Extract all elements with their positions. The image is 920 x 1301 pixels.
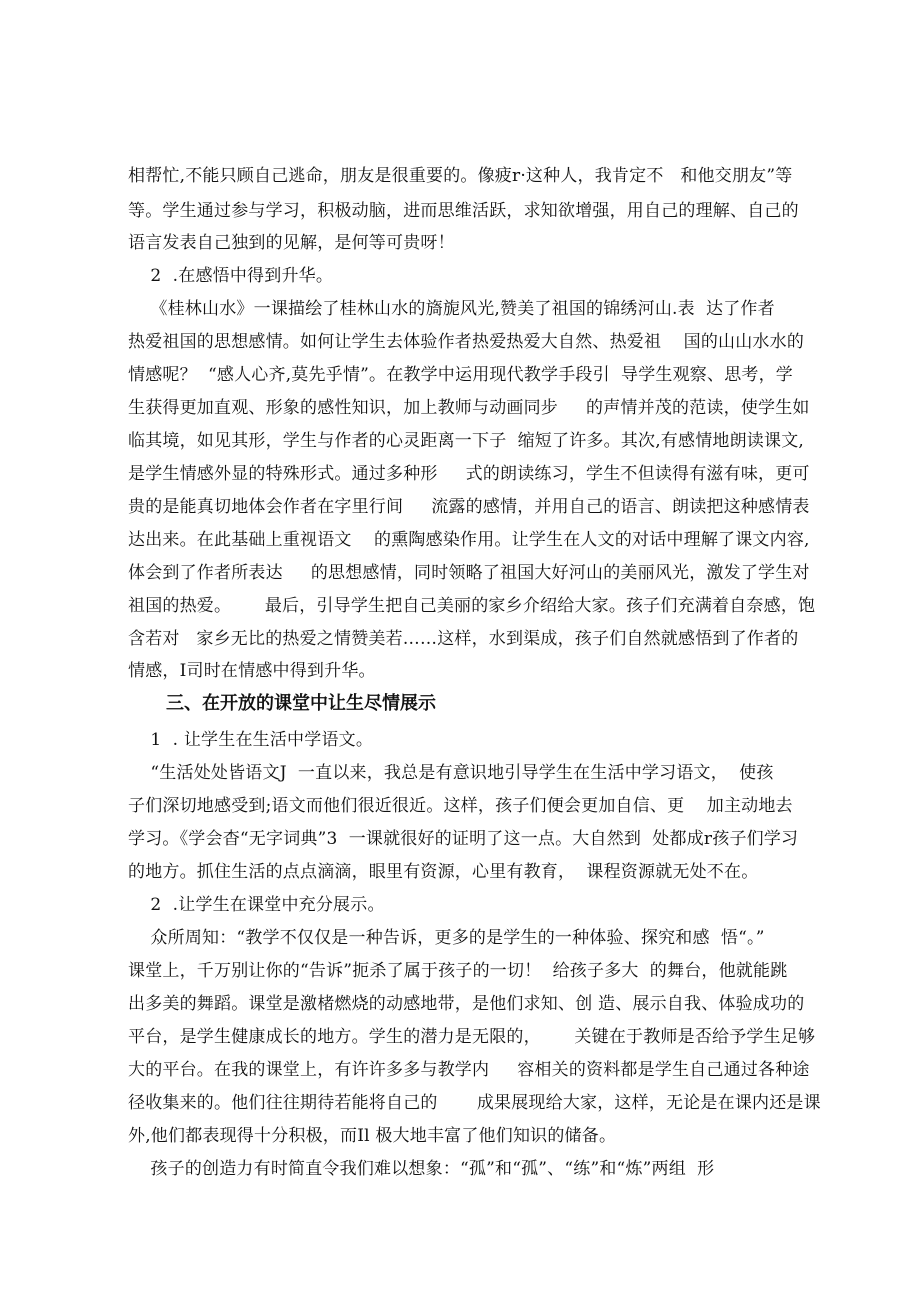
text-line: 《桂林山水》一课描绘了桂林山水的旖旎风光,赞美了祖国的锦绣河山.表 达了作者 [128,299,775,319]
text-line: 情感，I司时在情感中得到升华。 [128,661,376,681]
text-line: 子们深切地感受到;语文而他们很近很近。这样，孩子们便会更加自信、更 加主动地去 [128,796,793,816]
text-line: 课堂上，千万别让你的“告诉”扼杀了属于孩子的一切！ 给孩子多大 的舞台，他就能跳 [128,961,788,981]
text-line: 语言发表自己独到的见解，是何等可贵呀！ [128,233,455,253]
section-subheading: 2 .在感悟中得到升华。 [128,266,334,286]
text-line: 是学生情感外显的特殊形式。通过多种形 式的朗读练习，学生不但读得有滋有味，更可 [128,464,810,484]
section-subheading: 1 . 让学生在生活中学语文。 [128,730,374,750]
text-line: 孩子的创造力有时简直令我们难以想象：“孤”和“孤”、“练”和“炼”两组 形 [128,1159,715,1179]
text-line: 祖国的热爱。 最后，引导学生把自己美丽的家乡介绍给大家。孩子们充满着自奈感，饱 [128,596,816,616]
text-line: 热爱祖国的思想感情。如何让学生去体验作者热爱热爱大自然、热爱祖 国的山山水水的 [128,332,805,352]
section-heading: 三、在开放的课堂中让生尽情展示 [166,693,436,714]
text-line: 达出来。在此基础上重视语文 的熏陶感染作用。让学生在人文的对话中理解了课文内容, [128,530,810,550]
text-line: 众所周知：“教学不仅仅是一种告诉，更多的是学生的一种体验、探究和感 悟“。” [128,928,765,948]
text-line: 的地方。抓住生活的点点滴滴，眼里有资源，心里有教育， 课程资源就无处不在。 [128,862,759,882]
text-line: 生获得更加直观、形象的感性知识，加上教师与动画同步 的声情并茂的范读，使学生如 [128,398,810,418]
text-line: 径收集来的。他们往往期待若能将自己的 成果展现给大家，这样，无论是在课内还是课 [128,1093,821,1113]
text-line: 平台，是学生健康成长的地方。学生的潜力是无限的， 关键在于教师是否给予学生足够 [128,1027,816,1047]
text-line: 贵的是能真切地体会作者在字里行间 流露的感情，并用自己的语言、朗读把这种感情表 [128,497,810,517]
text-line: 相帮忙,不能只顾自己逃命，朋友是很重要的。像疲r·这种人，我肯定不 和他交朋友”等 [128,166,793,186]
text-line: 出多美的舞蹈。课堂是激楮燃烧的动感地带，是他们求知、创 造、展示自我、体验成功的 [128,994,805,1014]
text-line: 大的平台。在我的课堂上，有许许多多与教学内 容相关的资料都是学生自己通过各种途 [128,1060,810,1080]
text-line: 等。学生通过参与学习，积极动脑，进而思维活跃，求知欲增强，用自己的理解、自己的 [128,201,799,221]
text-line: “生活处处皆语文J 一直以来，我总是有意识地引导学生在生活中学习语文， 使孩 [128,763,774,783]
text-line: 外,他们都表现得十分积极，而Il 极大地丰富了他们知识的储备。 [128,1126,617,1146]
text-line: 体会到了作者所表达 的思想感情，同时领略了祖国大好河山的美丽风光，激发了学生对 [128,563,810,583]
text-line: 学习。《学会杳“无字词典”3 一课就很好的证明了这一点。大自然到 处都成r孩子们学习 [128,829,799,849]
text-line: 临其境，如见其形，学生与作者的心灵距离一下子 缩短了许多。其次,有感情地朗读课文, [128,431,805,451]
section-subheading: 2 .让学生在课堂中充分展示。 [128,895,385,915]
text-line: 含若对 家乡无比的热爱之情赞美若……这样，水到渠成，孩子们自然就感悟到了作者的 [128,629,799,649]
text-line: 情感呢？ “感人心齐,莫先乎情”。在教学中运用现代教学手段引 导学生观察、思考，学 [128,365,793,385]
